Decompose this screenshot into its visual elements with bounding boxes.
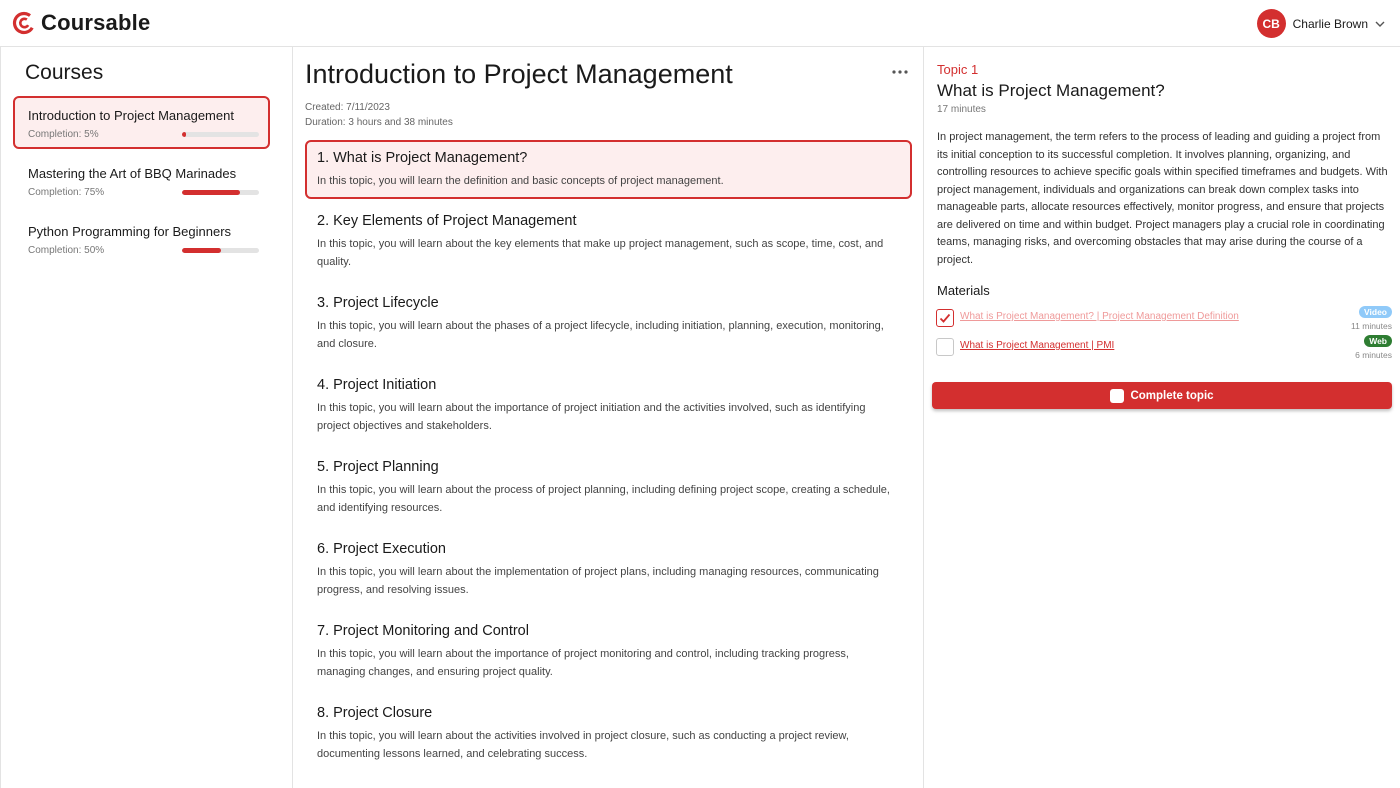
topic-description: In this topic, you will learn about the implementation of project plans, including managing resources, communicating progress, and resolving issues. bbox=[317, 566, 879, 596]
course-completion: Completion: 75% bbox=[28, 187, 105, 198]
created-date: Created: 7/11/2023 bbox=[305, 102, 390, 113]
course-item[interactable] bbox=[13, 212, 270, 265]
complete-topic-label: Complete topic bbox=[1130, 389, 1214, 402]
progress-fill bbox=[182, 248, 221, 253]
logo[interactable] bbox=[12, 10, 150, 36]
topic-label: Topic 1 bbox=[937, 62, 979, 77]
chevron-down-icon bbox=[1374, 18, 1386, 30]
more-options-icon[interactable] bbox=[891, 69, 909, 75]
material-checkbox[interactable] bbox=[936, 338, 954, 356]
material-duration: 6 minutes bbox=[1355, 350, 1392, 360]
topic-description: In this topic, you will learn about the phases of a project lifecycle, including initiation, planning, execution, monitoring, and closure. bbox=[317, 320, 884, 350]
topic-title: 3. Project Lifecycle bbox=[317, 295, 439, 311]
course-title: Introduction to Project Management bbox=[305, 59, 733, 89]
materials-heading: Materials bbox=[937, 283, 990, 298]
topic-item[interactable] bbox=[305, 613, 912, 695]
topic-item[interactable] bbox=[305, 203, 912, 285]
course-name: Python Programming for Beginners bbox=[28, 224, 232, 239]
material-duration: 11 minutes bbox=[1351, 321, 1392, 331]
user-name: Charlie Brown bbox=[1292, 16, 1368, 31]
courses-sidebar bbox=[0, 47, 293, 788]
topic-title: 7. Project Monitoring and Control bbox=[317, 623, 529, 639]
topic-item[interactable] bbox=[305, 531, 912, 613]
avatar: CB bbox=[1257, 9, 1286, 38]
course-topics-panel bbox=[293, 47, 924, 788]
topic-description: In this topic, you will learn about the process of project planning, including defining project scope, creating a schedule, and identifying resources. bbox=[317, 484, 890, 514]
course-item[interactable] bbox=[13, 96, 270, 149]
topic-item[interactable] bbox=[305, 367, 912, 449]
topic-title: 6. Project Execution bbox=[317, 541, 446, 557]
progress-fill bbox=[182, 132, 186, 137]
topic-title: 8. Project Closure bbox=[317, 705, 433, 721]
course-duration: Duration: 3 hours and 38 minutes bbox=[305, 117, 453, 128]
sidebar-title: Courses bbox=[25, 61, 104, 84]
topic-detail-panel bbox=[924, 47, 1400, 788]
progress-bar bbox=[182, 248, 259, 253]
course-completion: Completion: 5% bbox=[28, 129, 99, 140]
topic-title: 4. Project Initiation bbox=[317, 377, 437, 393]
course-name: Mastering the Art of BBQ Marinades bbox=[28, 166, 237, 181]
topic-list bbox=[305, 140, 912, 777]
material-item bbox=[936, 306, 1392, 332]
course-list bbox=[13, 96, 270, 270]
checkbox-icon bbox=[1110, 389, 1124, 403]
topic-title: 5. Project Planning bbox=[317, 459, 439, 475]
progress-bar bbox=[182, 132, 259, 137]
topic-item[interactable] bbox=[305, 140, 912, 199]
topic-description: In this topic, you will learn about the importance of project initiation and the activities involved, such as identifying project objectives and stakeholders. bbox=[317, 402, 866, 432]
checkmark-icon bbox=[939, 312, 951, 324]
top-header bbox=[0, 0, 1400, 47]
topic-description: In this topic, you will learn about the key elements that make up project management, such as scope, time, cost, and quality. bbox=[317, 238, 884, 268]
topic-item[interactable] bbox=[305, 449, 912, 531]
material-link[interactable]: What is Project Management? | Project Management Definition bbox=[960, 311, 1239, 322]
topic-description: In this topic, you will learn about the importance of project monitoring and control, including tracking progress, managing changes, and ensuring project quality. bbox=[317, 648, 849, 678]
material-type-badge: Web bbox=[1364, 335, 1392, 347]
material-link[interactable]: What is Project Management | PMI bbox=[960, 340, 1115, 351]
topic-body: In project management, the term refers to the process of leading and guiding a project from its initial conception to its successful completion. It involves planning, organizing, and controlling resources to achieve specific goals within specified timeframes and budgets. With project management, individuals and organizations can break down complex tasks into manageable parts, allocate resources effectively, monitor progress, and ensure that projects are delivered on time and within budget. Project managers play a crucial role in coordinating teams, managing risks, and overcoming obstacles that may arise during the course of a project. bbox=[937, 131, 1388, 266]
topic-description: In this topic, you will learn about the activities involved in project closure, such as conducting a project review, documenting lessons learned, and celebrating success. bbox=[317, 730, 849, 760]
progress-fill bbox=[182, 190, 240, 195]
course-meta bbox=[305, 100, 453, 130]
course-item[interactable] bbox=[13, 154, 270, 207]
topic-item[interactable] bbox=[305, 695, 912, 777]
complete-topic-button[interactable] bbox=[932, 382, 1392, 409]
topic-description: In this topic, you will learn the definition and basic concepts of project management. bbox=[317, 175, 724, 187]
topic-detail-title: What is Project Management? bbox=[937, 81, 1165, 100]
app-name: Coursable bbox=[41, 10, 151, 35]
topic-item[interactable] bbox=[305, 285, 912, 367]
course-name: Introduction to Project Management bbox=[28, 108, 234, 123]
material-item bbox=[936, 335, 1392, 361]
topic-title: 2. Key Elements of Project Management bbox=[317, 213, 577, 229]
material-type-badge: Video bbox=[1359, 306, 1392, 318]
progress-bar bbox=[182, 190, 259, 195]
logo-icon bbox=[12, 11, 36, 35]
material-checkbox[interactable] bbox=[936, 309, 954, 327]
user-menu[interactable] bbox=[1257, 9, 1386, 38]
course-completion: Completion: 50% bbox=[28, 245, 105, 256]
topic-title: 1. What is Project Management? bbox=[317, 150, 528, 166]
topic-duration: 17 minutes bbox=[937, 104, 986, 115]
